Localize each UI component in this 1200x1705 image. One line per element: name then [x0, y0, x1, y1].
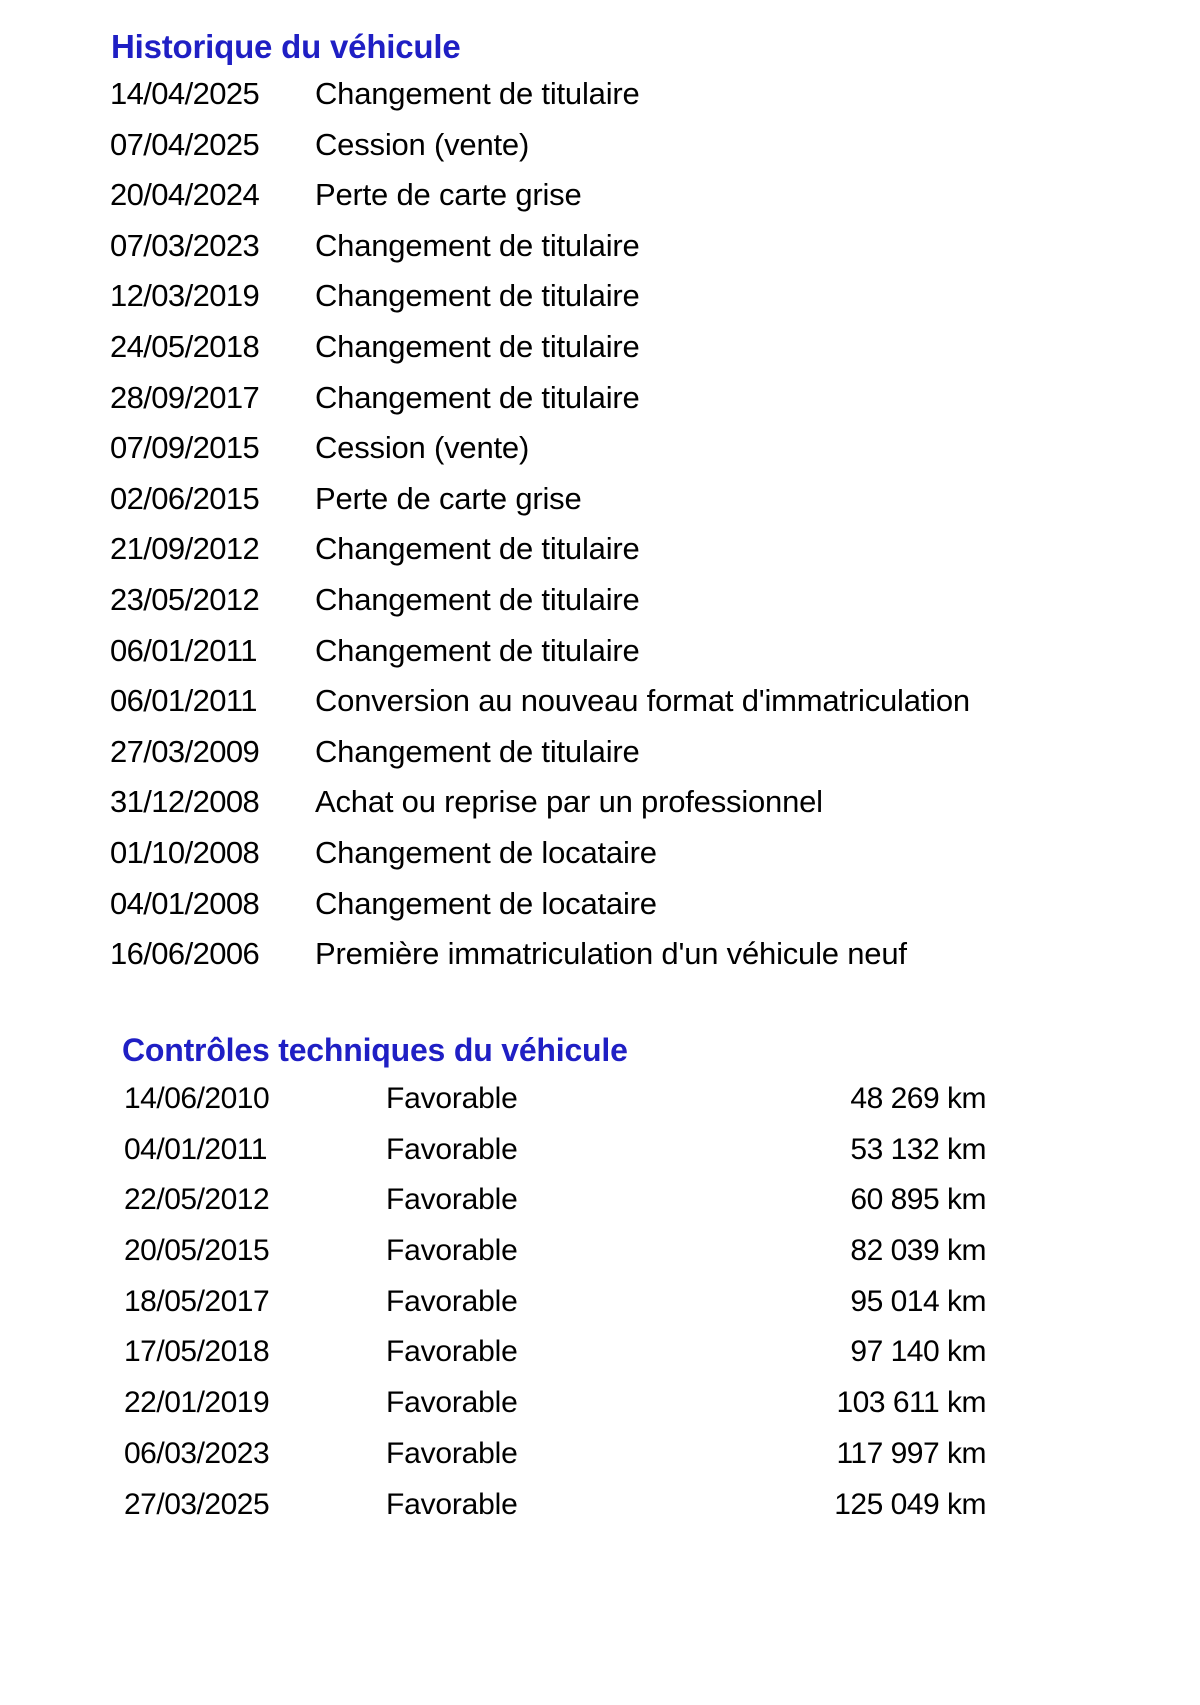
inspection-date: 14/06/2010	[124, 1082, 270, 1115]
history-date: 07/09/2015	[110, 430, 260, 466]
inspection-date: 22/01/2019	[124, 1386, 270, 1420]
history-event: Changement de titulaire	[315, 379, 640, 415]
technical-inspection-row	[124, 1082, 1124, 1133]
history-row	[110, 329, 1170, 380]
inspection-mileage: 95 014 km	[850, 1284, 986, 1318]
history-date: 14/04/2025	[110, 76, 260, 111]
inspection-date: 22/05/2012	[124, 1183, 270, 1217]
inspection-result: Favorable	[386, 1386, 518, 1420]
inspection-mileage: 125 049 km	[834, 1487, 986, 1521]
vehicle-history-list	[110, 76, 1170, 987]
inspection-result: Favorable	[386, 1132, 518, 1166]
history-row	[110, 582, 1170, 633]
history-date: 16/06/2006	[110, 936, 260, 972]
history-section-title: Historique du véhicule	[111, 28, 461, 66]
history-event: Changement de titulaire	[315, 328, 640, 364]
inspection-mileage: 97 140 km	[850, 1335, 986, 1369]
history-date: 24/05/2018	[110, 328, 260, 364]
history-event: Perte de carte grise	[315, 480, 582, 516]
history-date: 02/06/2015	[110, 480, 260, 516]
history-row	[110, 380, 1170, 431]
history-row	[110, 481, 1170, 532]
history-event: Perte de carte grise	[315, 177, 582, 213]
inspection-mileage: 117 997 km	[836, 1436, 986, 1470]
history-row	[110, 127, 1170, 178]
history-row	[110, 228, 1170, 279]
technical-inspection-row	[124, 1285, 1124, 1336]
inspection-result: Favorable	[386, 1335, 518, 1369]
technical-inspection-row	[124, 1386, 1124, 1437]
history-date: 12/03/2019	[110, 278, 260, 314]
inspection-mileage: 103 611 km	[836, 1386, 986, 1420]
history-row	[110, 76, 1170, 127]
history-row	[110, 430, 1170, 481]
history-event: Cession (vente)	[315, 126, 530, 162]
inspection-date: 04/01/2011	[124, 1132, 267, 1166]
inspection-date: 06/03/2023	[124, 1436, 270, 1470]
history-event: Changement de titulaire	[315, 227, 640, 263]
inspection-mileage: 48 269 km	[850, 1082, 986, 1115]
inspection-date: 17/05/2018	[124, 1335, 270, 1369]
history-date: 04/01/2008	[110, 885, 260, 921]
technical-inspection-row	[124, 1133, 1124, 1184]
history-event: Première immatriculation d'un véhicule neuf	[315, 936, 907, 972]
history-row	[110, 784, 1170, 835]
history-event: Conversion au nouveau format d'immatriculation	[315, 683, 970, 719]
inspection-result: Favorable	[386, 1234, 518, 1268]
technical-inspection-row	[124, 1234, 1124, 1285]
history-event: Changement de locataire	[315, 834, 657, 870]
inspection-result: Favorable	[386, 1183, 518, 1217]
history-row	[110, 531, 1170, 582]
inspection-result: Favorable	[386, 1436, 518, 1470]
history-event: Changement de titulaire	[315, 278, 640, 314]
inspection-mileage: 60 895 km	[850, 1183, 986, 1217]
history-row	[110, 835, 1170, 886]
history-event: Changement de titulaire	[315, 632, 640, 668]
history-date: 06/01/2011	[110, 683, 257, 719]
history-date: 28/09/2017	[110, 379, 260, 415]
technical-inspection-row	[124, 1437, 1124, 1488]
history-row	[110, 886, 1170, 937]
inspection-result: Favorable	[386, 1284, 518, 1318]
history-event: Achat ou reprise par un professionnel	[315, 784, 823, 820]
inspection-mileage: 53 132 km	[850, 1132, 986, 1166]
history-event: Cession (vente)	[315, 430, 530, 466]
inspection-result: Favorable	[386, 1487, 518, 1521]
history-row	[110, 936, 1170, 987]
inspection-result: Favorable	[386, 1082, 518, 1115]
history-row	[110, 734, 1170, 785]
technical-inspection-row	[124, 1183, 1124, 1234]
technical-inspection-section-title: Contrôles techniques du véhicule	[122, 1032, 628, 1069]
history-date: 21/09/2012	[110, 531, 260, 567]
history-event: Changement de titulaire	[315, 531, 640, 567]
inspection-mileage: 82 039 km	[850, 1234, 986, 1268]
history-row	[110, 633, 1170, 684]
inspection-date: 18/05/2017	[124, 1284, 270, 1318]
history-row	[110, 177, 1170, 228]
history-event: Changement de titulaire	[315, 581, 640, 617]
inspection-date: 27/03/2025	[124, 1487, 270, 1521]
history-date: 20/04/2024	[110, 177, 260, 213]
history-date: 07/04/2025	[110, 126, 260, 162]
history-date: 27/03/2009	[110, 733, 260, 769]
history-row	[110, 278, 1170, 329]
technical-inspection-row	[124, 1488, 1124, 1539]
technical-inspection-list	[124, 1082, 1124, 1538]
history-date: 23/05/2012	[110, 581, 260, 617]
history-event: Changement de locataire	[315, 885, 657, 921]
history-row	[110, 683, 1170, 734]
history-event: Changement de titulaire	[315, 76, 640, 111]
inspection-date: 20/05/2015	[124, 1234, 270, 1268]
history-date: 01/10/2008	[110, 834, 260, 870]
history-date: 31/12/2008	[110, 784, 260, 820]
history-event: Changement de titulaire	[315, 733, 640, 769]
technical-inspection-row	[124, 1335, 1124, 1386]
history-date: 06/01/2011	[110, 632, 257, 668]
history-date: 07/03/2023	[110, 227, 260, 263]
